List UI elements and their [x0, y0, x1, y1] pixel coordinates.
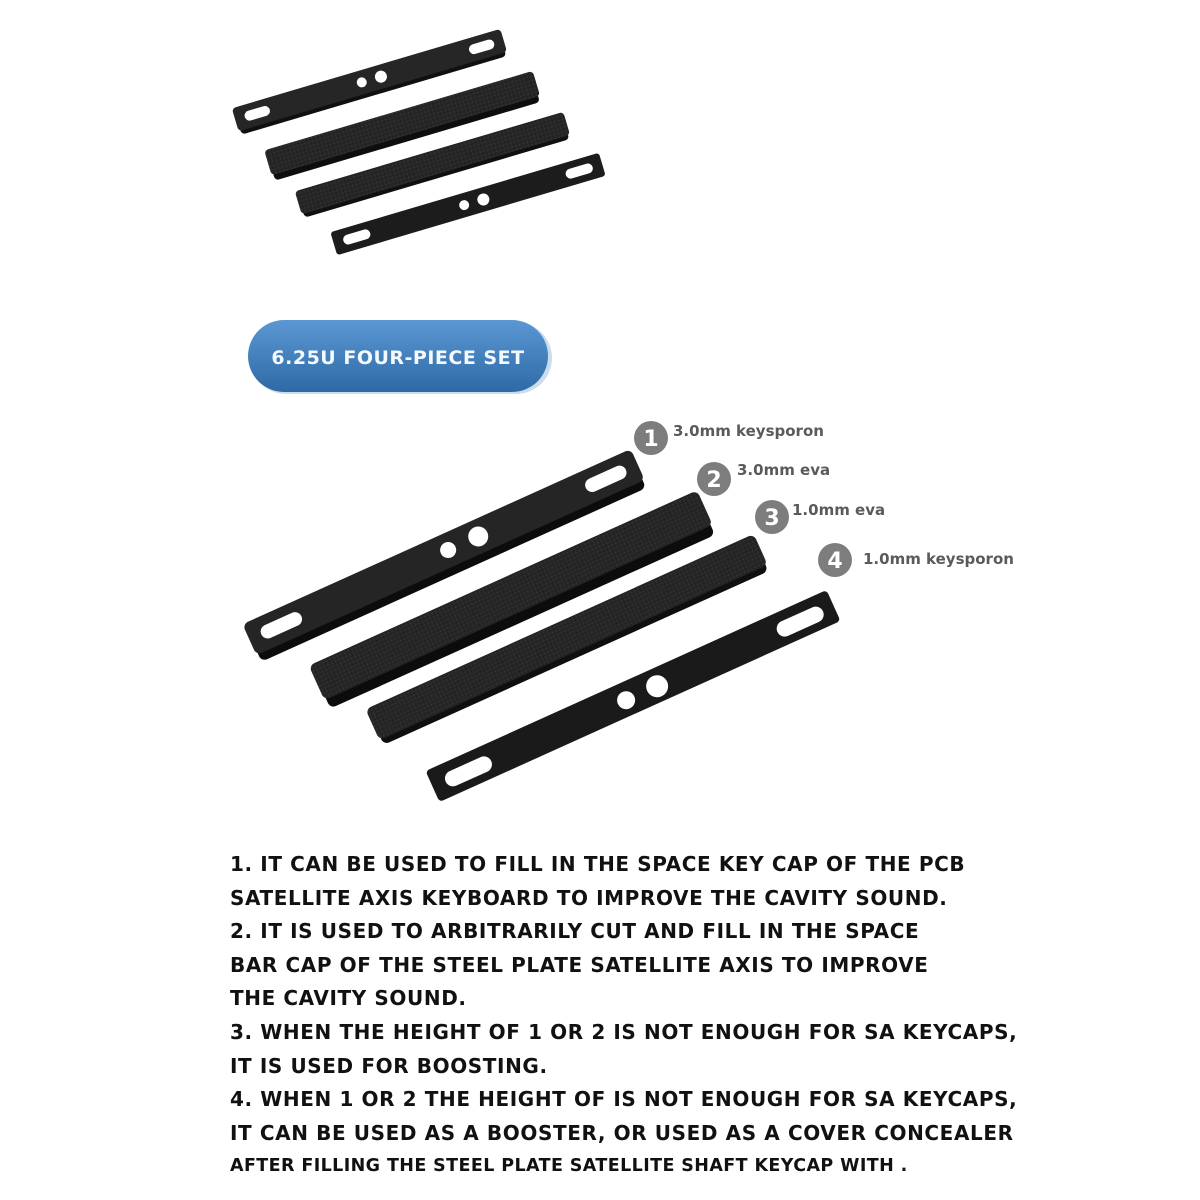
- piece-label-2: [697, 461, 830, 496]
- piece-number-1: 1: [643, 427, 659, 452]
- usage-description: [230, 848, 1030, 1184]
- description-line: AFTER FILLING THE STEEL PLATE SATELLITE SHAFT KEYCAP WITH .: [230, 1156, 908, 1177]
- description-line: IT CAN BE USED AS A BOOSTER, OR USED AS A COVER CONCEALER: [230, 1120, 1014, 1145]
- description-line: 1. IT CAN BE USED TO FILL IN THE SPACE KEY CAP OF THE PCB: [230, 852, 966, 876]
- piece-label-text-4: 1.0mm keysporon: [863, 550, 1014, 568]
- piece-label-3: [755, 500, 885, 534]
- description-line: 3. WHEN THE HEIGHT OF 1 OR 2 IS NOT ENOUGH FOR SA KEYCAPS,: [230, 1019, 1018, 1044]
- large-strip-set: [242, 449, 843, 802]
- piece-label-1: [634, 421, 824, 455]
- piece-label-text-2: 3.0mm eva: [737, 461, 831, 479]
- set-badge: [248, 320, 552, 394]
- description-line: 4. WHEN 1 OR 2 THE HEIGHT OF IS NOT ENOUGH FOR SA KEYCAPS,: [230, 1087, 1018, 1112]
- piece-label-text-1: 3.0mm keysporon: [673, 422, 824, 440]
- badge-label: 6.25U FOUR-PIECE SET: [271, 347, 525, 369]
- piece-label-text-3: 1.0mm eva: [792, 501, 886, 519]
- piece-label-4: [818, 543, 1014, 577]
- piece-number-3: 3: [764, 506, 780, 531]
- description-line: 2. IT IS USED TO ARBITRARILY CUT AND FILL IN THE SPACE: [230, 919, 920, 944]
- piece-number-2: 2: [706, 468, 722, 493]
- top-strip-set: [232, 29, 606, 255]
- piece-number-4: 4: [827, 549, 843, 574]
- description-line: THE CAVITY SOUND.: [230, 986, 467, 1011]
- description-line: BAR CAP OF THE STEEL PLATE SATELLITE AXIS TO IMPROVE: [230, 952, 929, 977]
- description-line: IT IS USED FOR BOOSTING.: [230, 1053, 548, 1078]
- description-line: SATELLITE AXIS KEYBOARD TO IMPROVE THE CAVITY SOUND.: [230, 885, 948, 910]
